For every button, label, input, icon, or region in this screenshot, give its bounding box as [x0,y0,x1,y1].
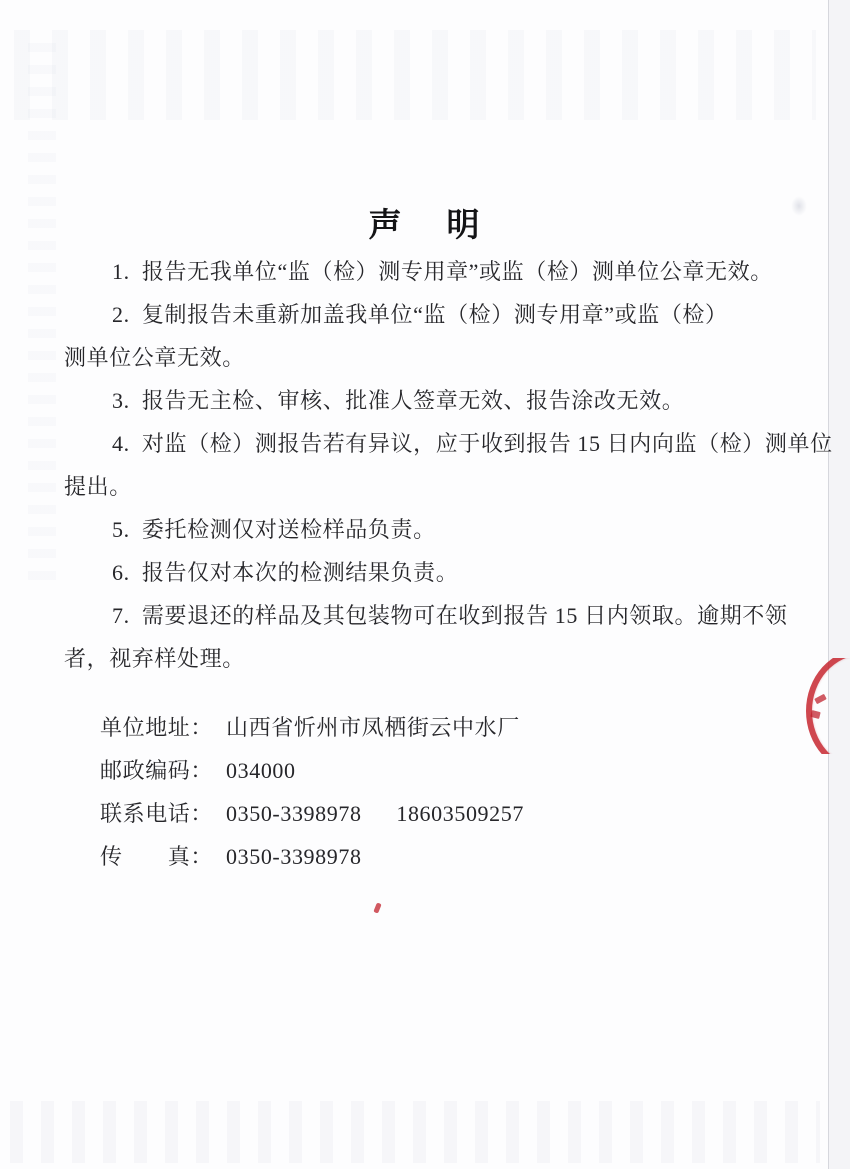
fax-label: 传 真： [100,844,214,869]
stamp-text-fragment [810,710,820,719]
statement-line-3: 3. 报告无主检、审核、批准人签章无效、报告涂改无效。 [112,388,685,413]
page-title: 声 明 [368,206,486,243]
statement-line-2-cont: 测单位公章无效。 [64,345,245,370]
statement-line-7: 7. 需要退还的样品及其包装物可在收到报告 15 日内领取。逾期不领 [112,603,788,628]
scan-texture-bottom [10,1101,820,1163]
postcode-label: 邮政编码： [100,758,214,783]
contact-row-phone [100,792,790,835]
statement-line-4: 4. 对监（检）测报告若有异议，应于收到报告 15 日内向监（检）测单位 [112,431,833,456]
stamp-text-fragment [814,694,827,704]
red-ink-speck [373,902,381,913]
scan-texture-top [14,30,816,120]
scan-smudge [791,196,807,216]
phone-label: 联系电话： [100,801,214,826]
scanner-background-strip [829,0,850,1169]
declaration-document [64,203,833,878]
phone-value: 0350-3398978 18603509257 [226,801,524,826]
statement-line-2: 2. 复制报告未重新加盖我单位“监（检）测专用章”或监（检） [112,302,728,327]
statement-line-6: 6. 报告仅对本次的检测结果负责。 [112,560,459,585]
address-label: 单位地址： [100,715,214,740]
contact-row-fax [100,835,790,878]
scan-texture-left [28,40,56,580]
address-value: 山西省忻州市凤栖街云中水厂 [226,715,520,740]
statement-line-5: 5. 委托检测仅对送检样品负责。 [112,517,436,542]
contact-row-postcode [100,749,790,792]
contact-block [100,706,790,878]
fax-value: 0350-3398978 [226,844,362,869]
statement-line-1: 1. 报告无我单位“监（检）测专用章”或监（检）测单位公章无效。 [112,259,773,284]
statement-list [64,250,833,680]
statement-line-4-cont: 提出。 [64,474,132,499]
contact-row-address [100,706,790,749]
postcode-value: 034000 [226,758,296,783]
paper-edge-line [828,0,829,1169]
statement-line-7-cont: 者，视弃样处理。 [64,646,245,671]
